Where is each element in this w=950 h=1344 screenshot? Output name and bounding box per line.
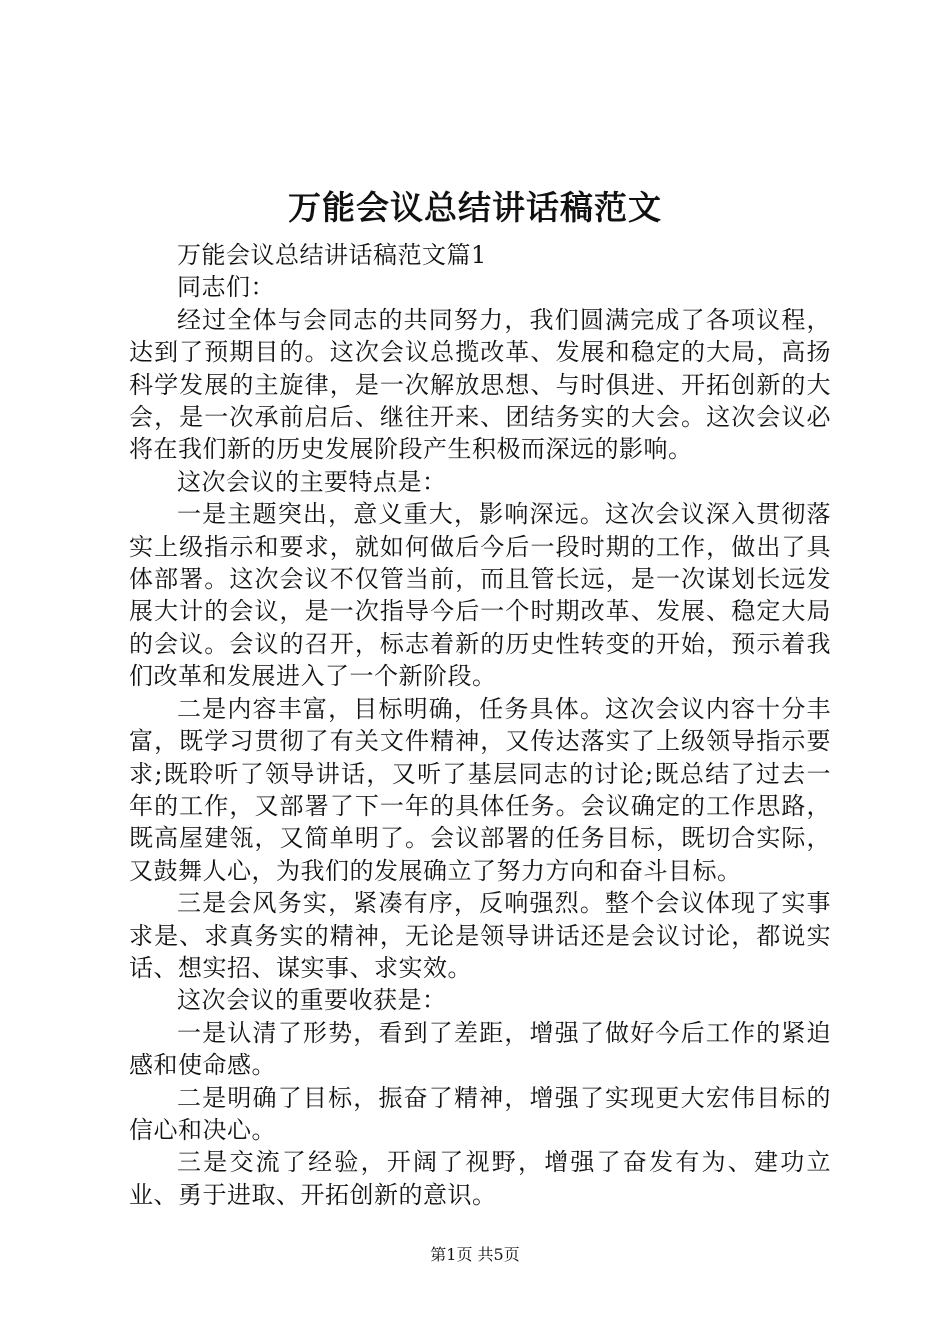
paragraph: 二是明确了目标，振奋了精神，增强了实现更大宏伟目标的信心和决心。 [129,1083,831,1144]
document-title: 万能会议总结讲话稿范文 [288,188,662,227]
document-body [129,239,831,1211]
paragraph: 一是主题突出，意义重大，影响深远。这次会议深入贯彻落实上级指示和要求，就如何做后今后一段时期的工作，做出了具体部署。这次会议不仅管当前，而且管长远，是一次谋划长远发展大计的会议，是一次指导今后一个时期改革、发展、稳定大局的会议。会议的召开，标志着新的历史性转变的开始，预示着我们改革和发展进入了一个新阶段。 [129,500,831,691]
paragraph: 这次会议的重要收获是： [177,986,447,1015]
section-heading: 万能会议总结讲话稿范文篇1 [177,241,487,269]
salutation: 同志们： [177,273,275,302]
page-footer: 第1页 共5页 [430,1245,520,1264]
paragraph: 一是认清了形势，看到了差距，增强了做好今后工作的紧迫感和使命感。 [129,1018,831,1080]
paragraph: 这次会议的主要特点是： [177,467,447,496]
paragraph: 二是内容丰富，目标明确，任务具体。这次会议内容十分丰富，既学习贯彻了有关文件精神，又传达落实了上级领导指示要求;既聆听了领导讲话，又听了基层同志的讨论;既总结了过去一年的工作，又部署了下一年的具体任务。会议确定的工作思路，既高屋建瓴，又简单明了。会议部署的任务目标，既切合实际，又鼓舞人心，为我们的发展确立了努力方向和奋斗目标。 [129,694,831,885]
paragraph: 三是会风务实，紧凑有序，反响强烈。整个会议体现了实事求是、求真务实的精神，无论是领导讲话还是会议讨论，都说实话、想实招、谋实事、求实效。 [129,889,831,982]
paragraph: 三是交流了经验，开阔了视野，增强了奋发有为、建功立业、勇于进取、开拓创新的意识。 [129,1148,831,1209]
paragraph: 经过全体与会同志的共同努力，我们圆满完成了各项议程，达到了预期目的。这次会议总揽改革、发展和稳定的大局，高扬科学发展的主旋律，是一次解放思想、与时俱进、开拓创新的大会，是一次承前启后、继往开来、团结务实的大会。这次会议必将在我们新的历史发展阶段产生积极而深远的影响。 [129,305,831,464]
